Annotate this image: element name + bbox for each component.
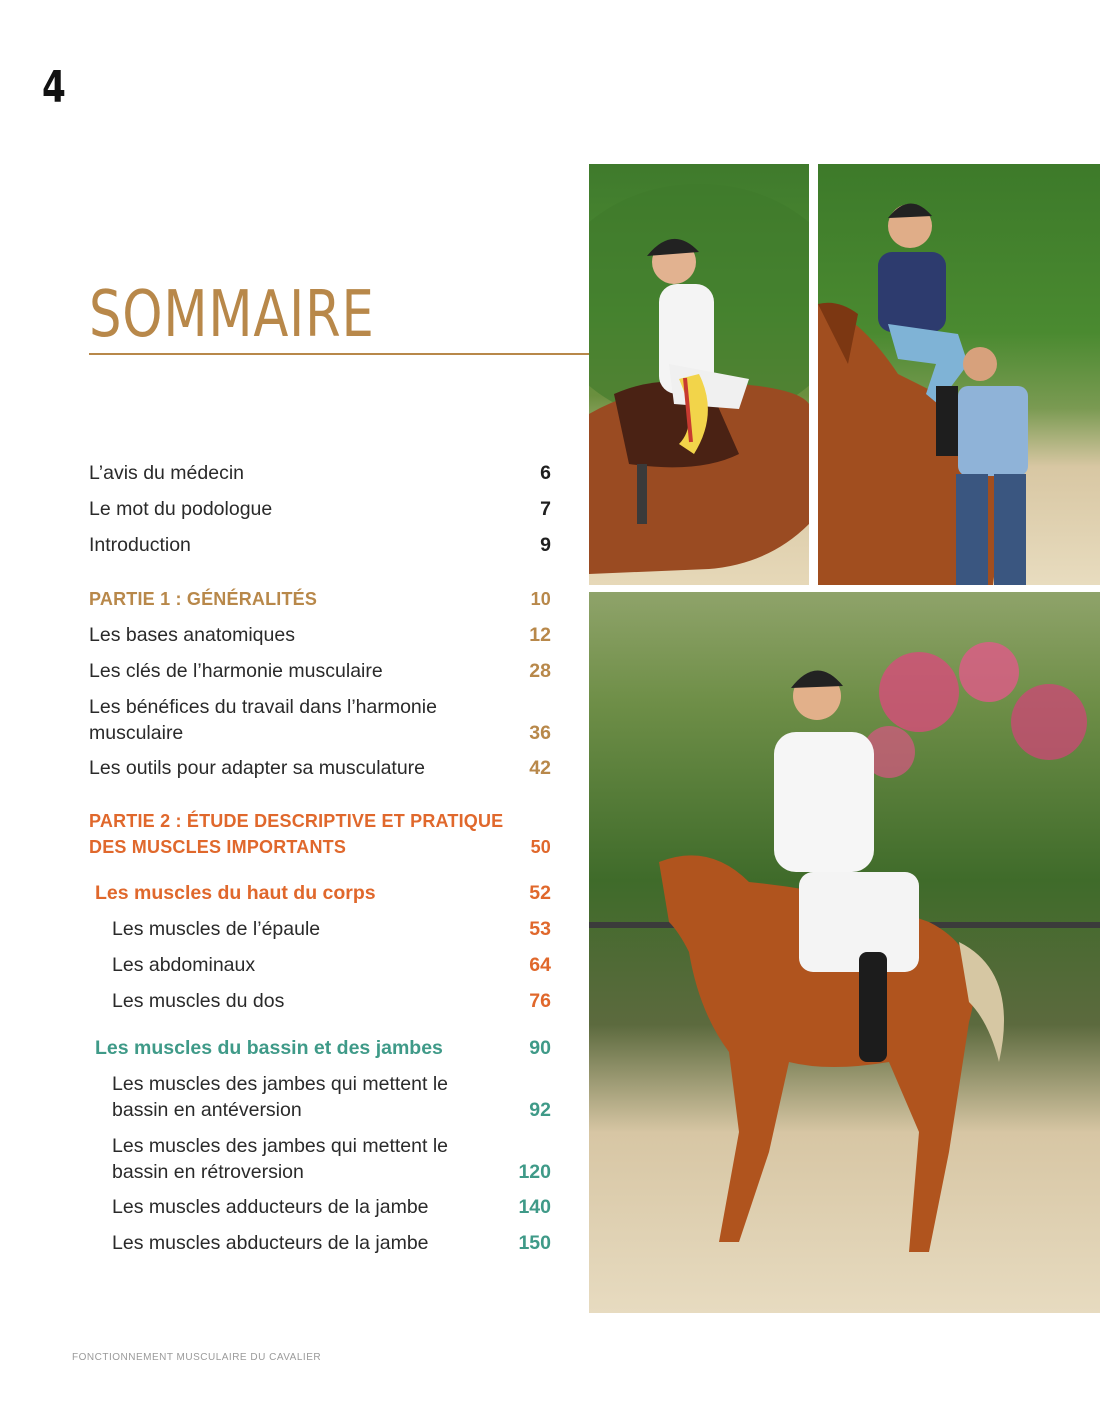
toc-entry-adducteurs[interactable] [112, 1194, 551, 1220]
toc-entry-benefices-travail[interactable] [89, 694, 551, 746]
toc-page-number: 53 [529, 918, 551, 940]
toc-page-number: 50 [530, 837, 551, 857]
toc-label: Les muscles de l’épaule [112, 918, 321, 940]
toc-entry-mot-podologue[interactable] [89, 496, 551, 522]
photo-rider-with-instructor [818, 164, 1100, 585]
toc-entry-partie-2[interactable] [89, 808, 551, 860]
toc-page-number: 52 [529, 882, 551, 904]
toc-page-number: 76 [529, 990, 551, 1012]
toc-label: PARTIE 1 : GÉNÉRALITÉS [89, 589, 318, 609]
title-underline [89, 353, 589, 355]
toc-page-number: 7 [540, 498, 551, 520]
toc-label: Les outils pour adapter sa musculature [89, 757, 426, 779]
toc-page-number: 10 [530, 589, 551, 609]
toc-page-number: 6 [540, 462, 551, 484]
toc-entry-introduction[interactable] [89, 532, 551, 558]
toc-entry-dos[interactable] [112, 988, 551, 1014]
toc-label: Introduction [89, 534, 191, 556]
toc-label: Le mot du podologue [89, 498, 273, 520]
toc-entry-haut-du-corps[interactable] [95, 880, 551, 906]
toc-label: Les muscles abducteurs de la jambe [112, 1232, 429, 1254]
toc-page-number: 28 [529, 660, 551, 682]
toc-page-number: 90 [529, 1037, 551, 1059]
toc-label: L’avis du médecin [89, 462, 245, 484]
toc-label: Les muscles des jambes qui mettent le bassin en rétroversion [112, 1135, 448, 1183]
photo-rider-seat-anatomy [589, 164, 809, 585]
toc-page-number: 36 [529, 722, 551, 744]
page-title: SOMMAIRE [89, 278, 375, 352]
toc-page-number: 120 [518, 1161, 551, 1183]
toc-page-number: 42 [529, 757, 551, 779]
toc-entry-bassin-jambes[interactable] [95, 1035, 551, 1061]
toc-entry-abducteurs[interactable] [112, 1230, 551, 1256]
toc-entry-partie-1[interactable] [89, 586, 551, 612]
toc-page-number: 12 [529, 624, 551, 646]
toc-page-number: 92 [529, 1099, 551, 1121]
photo-rider-trotting [589, 592, 1100, 1313]
toc-label: Les muscles adducteurs de la jambe [112, 1196, 429, 1218]
toc-entry-anteversion[interactable] [112, 1071, 551, 1123]
toc-entry-abdominaux[interactable] [112, 952, 551, 978]
toc-entry-cles-harmonie[interactable] [89, 658, 551, 684]
toc-label: Les muscles du haut du corps [95, 882, 376, 904]
toc-label: Les bases anatomiques [89, 624, 295, 646]
toc-page-number: 64 [529, 954, 551, 976]
toc-entry-avis-medecin[interactable] [89, 460, 551, 486]
toc-entry-epaule[interactable] [112, 916, 551, 942]
toc-page-number: 9 [540, 534, 551, 556]
page-number: 4 [42, 62, 66, 113]
toc-label: Les clés de l’harmonie musculaire [89, 660, 383, 682]
toc-label: Les muscles des jambes qui mettent le bassin en antéversion [112, 1073, 448, 1121]
toc-label: Les bénéfices du travail dans l’harmonie musculaire [89, 696, 437, 744]
toc-entry-outils-musculature[interactable] [89, 755, 551, 781]
rider-seat-illustration [589, 164, 809, 585]
toc-label: Les abdominaux [112, 954, 256, 976]
toc-page-number: 150 [518, 1232, 551, 1254]
toc-entry-retroversion[interactable] [112, 1133, 551, 1185]
running-footer: FONCTIONNEMENT MUSCULAIRE DU CAVALIER [72, 1352, 322, 1363]
toc-label: Les muscles du bassin et des jambes [95, 1037, 443, 1059]
toc-entry-bases-anatomiques[interactable] [89, 622, 551, 648]
instructor-illustration [818, 164, 1100, 585]
toc-label: Les muscles du dos [112, 990, 285, 1012]
rider-trotting-illustration [589, 592, 1100, 1313]
toc-label: PARTIE 2 : ÉTUDE DESCRIPTIVE ET PRATIQUE DES MUSCLES IMPORTANTS [89, 811, 504, 857]
toc-page-number: 140 [518, 1196, 551, 1218]
